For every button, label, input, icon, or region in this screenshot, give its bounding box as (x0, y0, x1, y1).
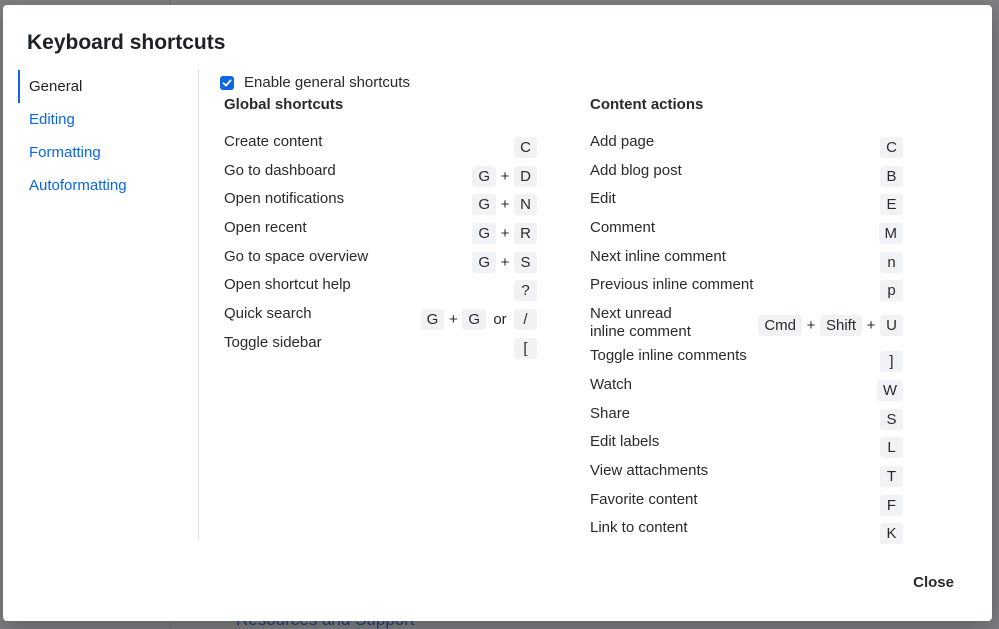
key-plus-separator: + (448, 311, 458, 329)
shortcut-keys (472, 252, 537, 273)
keycap: C (880, 137, 903, 158)
shortcut-label: Open recent (224, 219, 307, 237)
shortcut-row (590, 491, 903, 520)
shortcut-label: Edit (590, 190, 616, 208)
keycap: [ (514, 338, 537, 359)
key-plus-separator: + (806, 317, 816, 335)
global-shortcuts-title: Global shortcuts (224, 96, 344, 113)
shortcut-row (590, 219, 903, 248)
nav-item-general[interactable]: General (18, 70, 198, 103)
shortcut-label: Create content (224, 133, 323, 150)
keycap: F (880, 495, 903, 516)
keycap: B (880, 166, 903, 187)
shortcut-label: Previous inline comment (590, 276, 754, 294)
keycap: T (880, 466, 903, 487)
close-button[interactable]: Close (913, 574, 954, 591)
shortcut-keys (879, 223, 904, 244)
keycap: S (514, 252, 537, 273)
shortcut-label: Edit labels (590, 433, 660, 451)
shortcut-label: Next unread inline comment (590, 305, 691, 341)
shortcut-row (590, 276, 903, 305)
key-plus-separator: + (500, 167, 510, 185)
keycap: C (514, 137, 537, 158)
shortcut-label: Quick search (224, 305, 312, 323)
keycap: p (880, 280, 903, 301)
keycap: G (462, 309, 486, 330)
key-or-separator: or (493, 311, 507, 329)
shortcut-keys (880, 252, 903, 273)
shortcut-category-nav (18, 70, 198, 202)
keycap: D (514, 166, 537, 187)
shortcut-row (590, 405, 903, 434)
keycap: ] (880, 351, 903, 372)
shortcut-label: Comment (590, 219, 656, 237)
shortcut-label: Link to content (590, 519, 688, 537)
shortcut-label: Toggle sidebar (224, 333, 322, 351)
shortcut-row (224, 190, 537, 219)
shortcut-row (224, 334, 537, 363)
shortcut-label: Open shortcut help (224, 276, 351, 294)
shortcut-row (224, 248, 537, 277)
checkmark-icon (222, 78, 232, 88)
keycap: G (472, 252, 496, 273)
shortcut-keys (514, 338, 537, 359)
keycap: L (880, 437, 903, 458)
shortcut-row (590, 433, 903, 462)
enable-shortcuts-checkbox[interactable] (220, 76, 234, 90)
key-plus-separator: + (866, 317, 876, 335)
keycap: U (880, 315, 903, 336)
shortcut-keys (514, 137, 537, 158)
key-plus-separator: + (500, 196, 510, 214)
shortcut-row (590, 190, 903, 219)
shortcut-row (224, 133, 537, 162)
global-shortcuts-list (224, 133, 537, 363)
shortcut-keys (880, 466, 903, 487)
keycap: N (514, 194, 537, 215)
shortcut-keys (472, 223, 537, 244)
shortcut-row (590, 133, 903, 162)
shortcut-row (590, 462, 903, 491)
nav-item-autoformatting[interactable]: Autoformatting (29, 177, 127, 194)
shortcut-keys (880, 194, 903, 215)
shortcut-keys (880, 137, 903, 158)
shortcut-keys (880, 166, 903, 187)
shortcut-label: Add blog post (590, 161, 682, 179)
keycap: Shift (820, 315, 862, 336)
keyboard-shortcuts-dialog (3, 5, 992, 621)
shortcut-row (224, 162, 537, 191)
keycap: Cmd (758, 315, 802, 336)
shortcut-label: Toggle inline comments (590, 347, 747, 365)
keycap: / (514, 309, 537, 330)
shortcut-keys (880, 437, 903, 458)
keycap: G (472, 223, 496, 244)
shortcut-keys (758, 315, 903, 336)
shortcut-label: View attachments (590, 461, 709, 479)
keycap: S (880, 409, 903, 430)
enable-shortcuts-row[interactable] (220, 74, 410, 91)
shortcut-row (590, 305, 903, 347)
shortcut-keys (877, 380, 903, 401)
shortcut-keys (421, 309, 537, 330)
nav-divider (198, 69, 199, 540)
shortcut-label: Favorite content (590, 490, 698, 508)
shortcut-row (224, 305, 537, 334)
key-plus-separator: + (500, 253, 510, 271)
shortcut-row (590, 162, 903, 191)
nav-item-editing[interactable]: Editing (29, 111, 75, 128)
shortcut-row (590, 248, 903, 277)
keycap: R (514, 223, 537, 244)
shortcut-label: Open notifications (224, 190, 345, 208)
shortcut-keys (880, 495, 903, 516)
shortcut-label: Go to space overview (224, 247, 369, 265)
shortcut-row (590, 519, 903, 548)
keycap: G (472, 166, 496, 187)
nav-item-formatting[interactable]: Formatting (29, 144, 101, 161)
shortcut-keys (880, 409, 903, 430)
shortcut-label: Next inline comment (590, 247, 726, 265)
shortcut-row (224, 219, 537, 248)
key-plus-separator: + (500, 225, 510, 243)
shortcut-keys (880, 351, 903, 372)
shortcut-keys (472, 194, 537, 215)
keycap: W (877, 380, 903, 401)
shortcut-keys (880, 523, 903, 544)
shortcut-keys (514, 280, 537, 301)
keycap: E (880, 194, 903, 215)
keycap: K (880, 523, 903, 544)
shortcut-keys (472, 166, 537, 187)
content-actions-title: Content actions (590, 96, 704, 113)
shortcut-label: Add page (590, 133, 655, 150)
keycap: G (472, 194, 496, 215)
dialog-title: Keyboard shortcuts (27, 31, 226, 54)
enable-shortcuts-label: Enable general shortcuts (244, 74, 410, 91)
keycap: G (421, 309, 445, 330)
shortcut-label: Go to dashboard (224, 161, 336, 179)
shortcut-keys (880, 280, 903, 301)
shortcut-row (224, 276, 537, 305)
shortcut-row (590, 347, 903, 376)
shortcut-label: Share (590, 404, 631, 422)
content-actions-list (590, 133, 903, 548)
keycap: n (880, 252, 903, 273)
keycap: ? (514, 280, 537, 301)
shortcut-label: Watch (590, 375, 632, 393)
shortcut-row (590, 376, 903, 405)
keycap: M (879, 223, 904, 244)
